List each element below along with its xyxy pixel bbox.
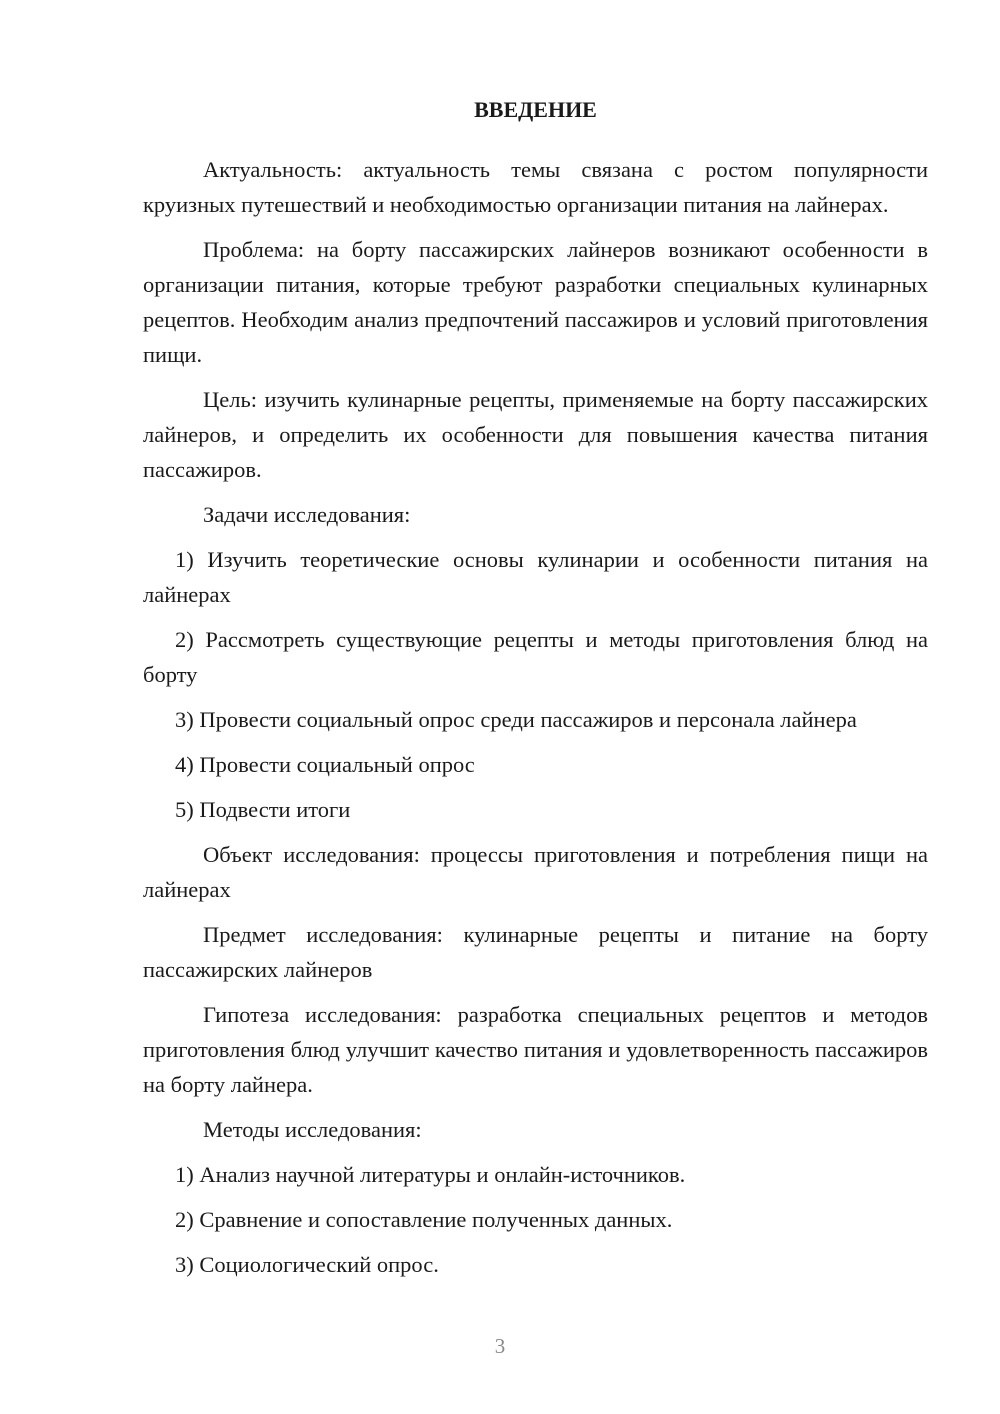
object-paragraph: Объект исследования: процессы приготовления и потребления пищи на лайнерах: [143, 842, 928, 902]
goal-paragraph: Цель: изучить кулинарные рецепты, применяемые на борту пассажирских лайнеров, и определить их особенности для повышения качества питания пассажиров.: [143, 387, 928, 482]
task-item: 2) Рассмотреть существующие рецепты и методы приготовления блюд на борту: [143, 627, 928, 687]
subject-paragraph: Предмет исследования: кулинарные рецепты и питание на борту пассажирских лайнеров: [143, 922, 928, 982]
method-item: 1) Анализ научной литературы и онлайн-источников.: [175, 1162, 686, 1187]
task-item: 3) Провести социальный опрос среди пассажиров и персонала лайнера: [175, 707, 857, 732]
document-page: [143, 92, 928, 1292]
method-item: 2) Сравнение и сопоставление полученных данных.: [175, 1207, 673, 1232]
problem-paragraph: Проблема: на борту пассажирских лайнеров возникают особенности в организации питания, которые требуют разработки специальных кулинарных рецептов. Необходим анализ предпочтений пассажиров и условий приготовления пищи.: [143, 237, 928, 367]
method-item: 3) Социологический опрос.: [175, 1252, 439, 1277]
methods-heading: Методы исследования:: [203, 1117, 422, 1142]
tasks-heading: Задачи исследования:: [203, 502, 411, 527]
relevance-paragraph: Актуальность: актуальность темы связана с ростом популярности круизных путешествий и необходимостью организации питания на лайнерах.: [143, 157, 928, 217]
hypothesis-paragraph: Гипотеза исследования: разработка специальных рецептов и методов приготовления блюд улучшит качество питания и удовлетворенность пассажиров на борту лайнера.: [143, 1002, 928, 1097]
task-item: 1) Изучить теоретические основы кулинарии и особенности питания на лайнерах: [143, 547, 928, 607]
page-title: ВВЕДЕНИЕ: [474, 97, 597, 122]
task-item: 5) Подвести итоги: [175, 797, 351, 822]
page-number: 3: [494, 1334, 506, 1358]
task-item: 4) Провести социальный опрос: [175, 752, 475, 777]
